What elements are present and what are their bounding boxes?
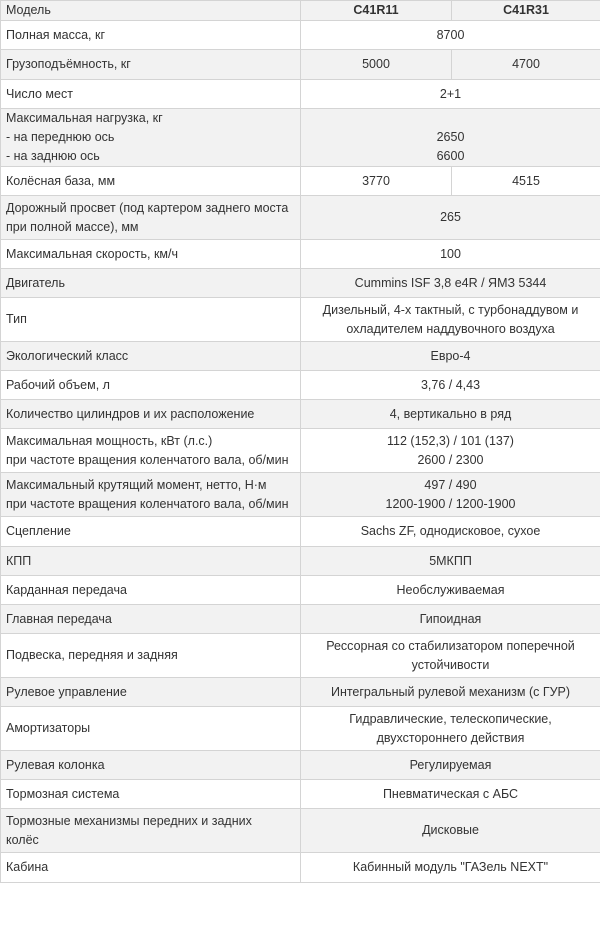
spec-label-line: Грузоподъёмность, кг: [6, 57, 131, 71]
spec-value-line: 2+1: [439, 86, 462, 101]
spec-label: [1, 400, 301, 429]
spec-value-shared: [301, 400, 600, 429]
spec-value-line: Sachs ZF, однодисковое, сухое: [360, 524, 541, 538]
table-header-row: [1, 1, 600, 21]
spec-value-line: 3770: [362, 173, 390, 188]
spec-label: [1, 109, 301, 167]
table-row: [1, 576, 600, 605]
table-row: [1, 547, 600, 576]
spec-value-line: 6600: [436, 149, 465, 163]
spec-label-line: Максимальный крутящий момент, нетто, Н·м: [6, 477, 267, 492]
spec-label-line: Рулевое управление: [6, 684, 127, 699]
spec-label-line: Кабина: [6, 860, 49, 874]
spec-value-shared: [301, 109, 600, 167]
spec-value-shared: [301, 196, 600, 240]
spec-label: [1, 751, 301, 780]
table-row: [1, 809, 600, 853]
spec-value-shared: [301, 576, 600, 605]
spec-label: [1, 853, 301, 883]
spec-value-shared: [301, 707, 600, 751]
spec-value-shared: [301, 429, 600, 473]
spec-value-line: Cummins ISF 3,8 e4R / ЯМЗ 5344: [354, 275, 547, 290]
table-row: [1, 342, 600, 371]
spec-label: [1, 196, 301, 240]
spec-label: [1, 473, 301, 517]
table-row: [1, 50, 600, 80]
spec-value-line: 4515: [512, 173, 540, 188]
spec-label-line: Максимальная скорость, км/ч: [6, 246, 178, 261]
spec-value-shared: [301, 473, 600, 517]
spec-label-line: - на заднюю ось: [6, 149, 100, 163]
spec-value-c41r31: [452, 50, 600, 80]
spec-value-line: 2650: [436, 130, 465, 144]
spec-value-line: 497 / 490: [424, 477, 477, 492]
spec-label-line: Экологический класс: [6, 348, 129, 363]
spec-label: [1, 269, 301, 298]
spec-table-body: [1, 21, 600, 883]
spec-label-line: колёс: [6, 832, 39, 847]
spec-value-line: Гипоидная: [419, 611, 482, 626]
spec-label-line: Главная передача: [6, 611, 112, 626]
spec-value-line: 2600 / 2300: [417, 452, 484, 467]
spec-label-line: Полная масса, кг: [6, 27, 106, 42]
spec-label-line: Тип: [6, 312, 27, 326]
spec-label-line: Максимальная нагрузка, кг: [6, 111, 163, 125]
spec-value-shared: [301, 809, 600, 853]
spec-label: [1, 429, 301, 473]
spec-label: [1, 240, 301, 269]
table-row: [1, 21, 600, 50]
spec-value-line: 4700: [512, 57, 540, 71]
spec-label: [1, 547, 301, 576]
spec-label-line: Сцепление: [6, 524, 71, 538]
spec-value-c41r11: [301, 50, 452, 80]
table-row: [1, 853, 600, 883]
spec-label-line: Максимальная мощность, кВт (л.с.): [6, 433, 213, 448]
spec-label: [1, 80, 301, 109]
spec-label: [1, 605, 301, 634]
spec-label-line: Рулевая колонка: [6, 757, 105, 772]
spec-value-shared: [301, 342, 600, 371]
spec-value-shared: [301, 269, 600, 298]
spec-value-shared: [301, 240, 600, 269]
spec-value-line: устойчивости: [411, 657, 490, 672]
spec-label: [1, 50, 301, 80]
spec-label: [1, 298, 301, 342]
spec-value-line: 1200-1900 / 1200-1900: [385, 496, 516, 511]
spec-label-line: Дорожный просвет (под картером заднего моста: [6, 200, 289, 215]
spec-label: [1, 371, 301, 400]
header-model-c41r11: C41R11: [301, 1, 452, 21]
spec-value-line: 8700: [436, 27, 465, 42]
spec-label-line: Число мест: [6, 86, 73, 101]
spec-value-shared: [301, 780, 600, 809]
spec-value-line: Интегральный рулевой механизм (с ГУР): [330, 684, 571, 699]
spec-value-line: 265: [440, 210, 461, 224]
table-row: [1, 196, 600, 240]
table-row: [1, 109, 600, 167]
spec-label-line: Количество цилиндров и их расположение: [6, 406, 255, 421]
spec-label-line: Подвеска, передняя и задняя: [6, 648, 178, 662]
header-model-label: Модель: [1, 1, 301, 21]
spec-label: [1, 517, 301, 547]
spec-label-line: Двигатель: [6, 275, 65, 290]
spec-label: [1, 678, 301, 707]
spec-value-line: Гидравлические, телескопические,: [349, 711, 552, 726]
table-row: [1, 298, 600, 342]
spec-value-shared: [301, 21, 600, 50]
spec-value-shared: [301, 80, 600, 109]
header-model-c41r31: C41R31: [452, 1, 600, 21]
spec-value-line: Кабинный модуль "ГАЗель NEXT": [352, 860, 549, 874]
spec-value-line: 4, вертикально в ряд: [389, 406, 512, 421]
spec-value-shared: [301, 678, 600, 707]
table-row: [1, 371, 600, 400]
spec-label: [1, 167, 301, 196]
table-row: [1, 634, 600, 678]
table-row: [1, 678, 600, 707]
spec-label-line: Тормозная система: [6, 786, 120, 801]
spec-label-line: - на переднюю ось: [6, 130, 115, 144]
spec-value-shared: [301, 517, 600, 547]
spec-label: [1, 576, 301, 605]
table-row: [1, 80, 600, 109]
table-row: [1, 605, 600, 634]
spec-label: [1, 809, 301, 853]
spec-value-line: 112 (152,3) / 101 (137): [387, 433, 514, 448]
spec-label-line: Рабочий объем, л: [6, 377, 110, 392]
table-row: [1, 429, 600, 473]
spec-value-line: Рессорная со стабилизатором поперечной: [326, 638, 575, 653]
spec-value-shared: [301, 853, 600, 883]
spec-value-line: Пневматическая с АБС: [382, 786, 519, 801]
table-row: [1, 240, 600, 269]
spec-label-line: Амортизаторы: [6, 721, 91, 735]
spec-value-line: 100: [440, 246, 461, 261]
spec-value-shared: [301, 605, 600, 634]
spec-label-line: Колёсная база, мм: [6, 173, 116, 188]
spec-value-shared: [301, 371, 600, 400]
spec-label-line: при частоте вращения коленчатого вала, об/мин: [6, 496, 289, 511]
spec-label: [1, 707, 301, 751]
spec-label: [1, 634, 301, 678]
spec-value-line: Необслуживаемая: [396, 582, 505, 597]
table-row: [1, 473, 600, 517]
spec-label: [1, 342, 301, 371]
table-row: [1, 167, 600, 196]
spec-value-line: охладителем наддувочного воздуха: [346, 321, 555, 336]
spec-label: [1, 21, 301, 50]
spec-label-line: Тормозные механизмы передних и задних: [6, 813, 252, 828]
spec-value-line: Евро-4: [430, 348, 471, 363]
spec-value-line: 3,76 / 4,43: [420, 377, 481, 392]
table-row: [1, 780, 600, 809]
spec-value-line: Дизельный, 4-х тактный, с турбонаддувом и: [322, 302, 579, 317]
spec-value-line: двухстороннего действия: [376, 730, 525, 745]
spec-value-line: 5МКПП: [429, 553, 472, 568]
table-row: [1, 269, 600, 298]
spec-value-shared: [301, 634, 600, 678]
table-row: [1, 517, 600, 547]
spec-value-line: 5000: [362, 57, 390, 71]
spec-value-shared: [301, 298, 600, 342]
spec-label: [1, 780, 301, 809]
table-row: [1, 707, 600, 751]
spec-value-line: Регулируемая: [409, 757, 492, 772]
spec-label-line: при полной массе), мм: [6, 219, 139, 234]
spec-value-line: Дисковые: [422, 823, 479, 837]
spec-value-shared: [301, 751, 600, 780]
spec-label-line: КПП: [6, 553, 32, 568]
spacer: [306, 109, 595, 128]
table-row: [1, 400, 600, 429]
spec-label-line: Карданная передача: [6, 582, 127, 597]
table-row: [1, 751, 600, 780]
spec-value-c41r31: [452, 167, 600, 196]
spec-value-shared: [301, 547, 600, 576]
spec-value-c41r11: [301, 167, 452, 196]
spec-label-line: при частоте вращения коленчатого вала, об/мин: [6, 452, 289, 467]
